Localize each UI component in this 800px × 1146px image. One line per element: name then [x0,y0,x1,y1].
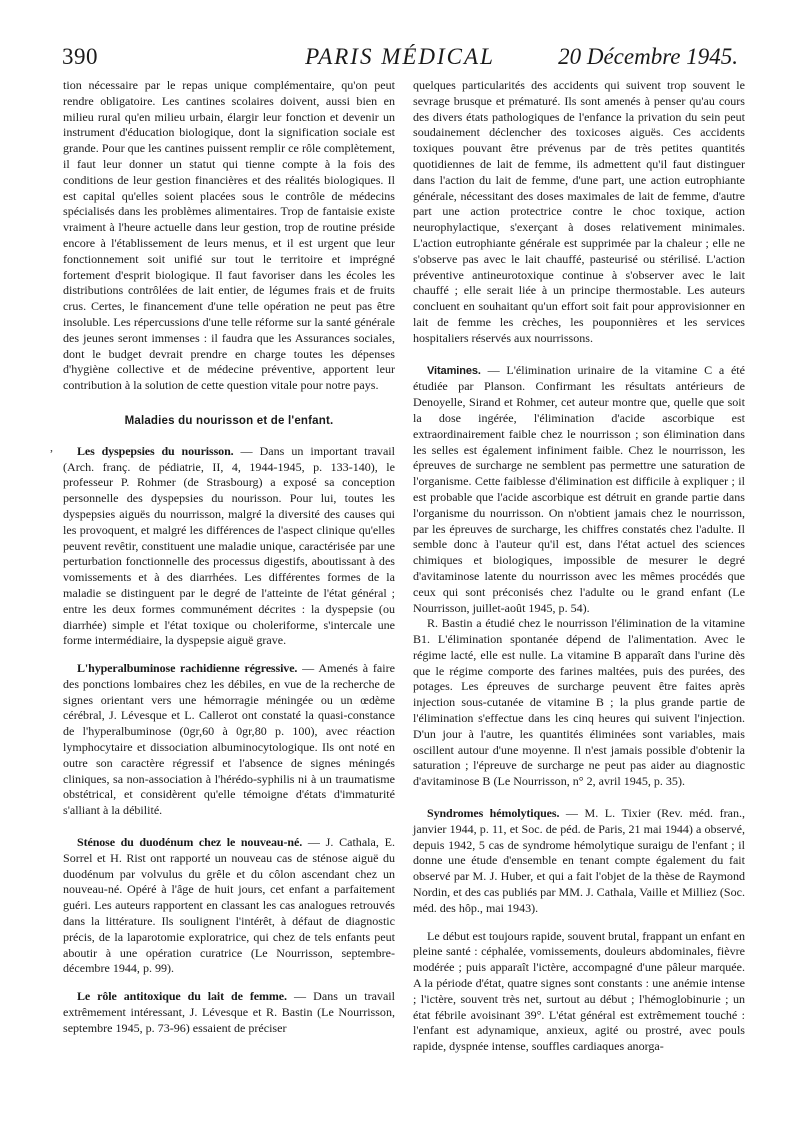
right-column [413,78,745,1055]
syndromes-heading: Syndromes hémolytiques. [427,806,560,821]
stenose-heading: Sténose du duodénum chez le nouveau-né. [77,835,303,850]
section-title: Maladies du nourisson et de l'enfant. [124,414,334,427]
vitamines-text: — L'élimination urinaire de la vitamine C a été étudiée par Planson. Confirmant les résultats antérieurs de Denoyelle, Sirand et Rohmer, cet auteur montre que, quelle que soit la dose ingérée, l'élimination d'acide ascorbique est extraordinairement faible chez le nourrisson ; son élimination dans les selles est également infiniment faible. Chez le nourrisson, les épreuves de surcharge ne semblent pas permettre une saturation de l'organisme. Cette faiblesse d'élimination est difficile à expliquer ; il est probable que l'acide ascorbique est détruit en grande partie dans l'organisme du nourrisson. On n'obtient jamais chez le nourrisson, par les épreuves de surcharge, les chiffres constatés chez l'adulte. Il semble donc à l'auteur qu'il est, dans l'état actuel des sciences chimiques et biologiques, impossible de mesurer le degré d'avitaminose latente du nourrisson avec les mêmes procédés que ceux qui sont préconisés chez l'adulte ou le grand enfant (Le Nourrisson, juillet-août 1945, p. 54). [413,362,745,615]
page-header [62,44,738,74]
journal-title: PARIS MÉDICAL [305,44,495,69]
role-antitoxique-heading: Le rôle antitoxique du lait de femme. [77,989,287,1004]
intro-paragraph: tion nécessaire par le repas unique complémentaire, qu'on peut rendre obligatoire. Les cantines scolaires doivent, aussi bien en milieu rural qu'en milieu urbain, élargir leur fonction et devenir un instrument d'éducation biologique, dont la signification sociale est grande. Pour que les cantines puissent remplir ce rôle complètement, il faut leur donner un statut qui tienne compte à la fois des conditions de leur gestion financières et des réalités biologiques. Il est capital qu'elles soient placées sous le contrôle de médecins spécialisés dans les problèmes alimentaires. Trop de fantaisie existe vraiment à l'heure actuelle dans leur gestion, trop de routine préside encore à l'établissement de leurs menus, et il est urgent que leur fonctionnement soit unifié sur tout le territoire et imprégné fortement d'esprit biologique. Il faut favoriser dans les écoles les distributions contrôlées de lait entier, de légumes frais et de fruits crus. Certes, le financement d'une telle opération ne peut pas être insoluble. Les répercussions d'une telle réforme sur la santé générale des jeunes seront immenses : il faudra que les Assurances sociales, dont le budget devrait prendre en charge toutes les dépenses d'hygiène collective et de médecine préventive, apportent leur contribution à la solution de cette question vitale pour notre pays. [63,78,395,393]
issue-date: 20 Décembre 1945. [558,44,738,69]
stenose-text: — J. Cathala, E. Sorrel et H. Rist ont rapporté un nouveau cas de sténose aiguë du duodénum par volvulus du grêle et du côlon ascendant chez un nouveau-né. Opéré à l'âge de huit jours, cet enfant a parfaitement guéri. Les auteurs rapportent en classant les cas analogues retrouvés dans la littérature. Ils soulignent l'intérêt, à défaut de diagnostic précis, de la laparotomie exploratrice, qui chez de tels enfants peut aboutir à une opération curatrice (Le Nourrisson, septembre-décembre 1944, p. 99). [63,835,395,976]
role-antitoxique-paragraph [63,989,395,1036]
left-column [63,78,395,1037]
hyperalbuminose-paragraph [63,661,395,819]
dyspepsies-text: — Dans un important travail (Arch. franç. de pédiatrie, II, 4, 1944-1945, p. 133-140), le professeur P. Rohmer (de Strasbourg) a exposé sa conception personnelle des dyspepsies du nourisson. Pour lui, toutes les dyspepsies aiguës du nourrisson, malgré la diversité des causes qui les provoquent, et malgré les différences de l'aspect clinique qu'elles peuvent revêtir, constituent une maladie unique, caractérisée par une perturbation fonctionnelle des processus digestifs, aboutissant à des vomissements et à des diarrhées. Les différentes formes de la maladie se distinguent par le degré de l'atteinte de l'état général ; entre les deux formes communément décrites : la dyspepsie (ou diarrhée) simple et l'état toxique ou choleriforme, s'intercale une forme intermédiaire, la dyspepsie aiguë grave. [63,443,395,648]
vitamines-heading: Vitamines. [427,364,481,377]
debut-paragraph: Le début est toujours rapide, souvent brutal, frappant un enfant en pleine santé : céphalée, vomissements, douleurs abdominales, fièvre modérée ; puis apparaît l'ictère, accompagné d'une pâleur marquée. A la période d'état, quatre signes sont constants : une anémie intense ; l'ictère, souvent très net, surtout au début ; l'hémoglobinurie ; un état fébrile avoisinant 39°. L'état général est extrêmement touché : l'enfant est adynamique, anxieux, agité ou prostré, avec pouls rapide, dyspnée intense, souffles cardiaques anorga- [413,928,745,1054]
margin-mark: , [50,440,53,454]
vitamines-paragraph [413,363,745,617]
hyperalbuminose-text: — Amenés à faire des ponctions lombaires chez les débiles, en vue de la recherche de signes orientant vers une hémorragie méningée ou un œdème cérébral, J. Lévesque et L. Callerot ont constaté la quasi-constance de l'hyperalbuminose (0gr,60 à 0gr,80 p. 100), avec réaction lymphocytaire et dissociation albuminocytologique. Ils ont noté en outre son caractère régressif et l'absence de signes méningés cliniques, sa non-association à l'hérédo-syphilis ni à un traumatisme obstétrical, et considèrent qu'elle témoigne d'états d'immaturité s'alliant à la débilité. [63,661,395,818]
hyperalbuminose-heading: L'hyperalbuminose rachidienne régressive. [77,661,298,676]
continuation-paragraph: quelques particularités des accidents qui suivent trop souvent le sevrage brusque et prématuré. Ils sont amenés à penser qu'au cours des divers états pathologiques de l'enfance la privation du sein peut soudainement déclencher des toxicoses aiguës. Ces accidents toxiques pouvant être prévenus par de très petites quantités quotidiennes de lait de femme, ils admettent qu'il faut distinguer dans l'action du lait de femme, d'une part, une action eutrophiante générale, nécessitant des doses maximales de lait de femme, d'autre part une action protectrice contre le choc toxique, action neurophylactique, s'exerçant à doses relativement minimales. L'action eutrophiante générale est supprimée par la chaleur ; elle ne s'observe pas avec le lait chauffé, pasteurisé ou stérilisé. L'action préventive antineurotoxique continue à s'observer avec le lait chauffé ; elle serait liée à un principe thermostable. Les auteurs concluent en souhaitant qu'un effort soit fait pour approvisionner en lait de femme les crèches, les pouponnières et les services hospitaliers réservés aux nourrissons. [413,78,745,345]
dyspepsies-heading: Les dyspepsies du nourisson. [77,443,234,458]
syndromes-paragraph [413,806,745,917]
syndromes-text: — M. L. Tixier (Rev. méd. fran., janvier 1944, p. 11, et Soc. de péd. de Paris, 21 mai 1944) a observé, depuis 1942, 5 cas de syndrome hémolytique suraigu de l'enfant ; il donne une étude d'ensemble en tenant compte également du fait observé par M. J. Huber, et qui a fait l'objet de la thèse de Raymond Nordin, et des cas publiés par MM. J. Cathala, Vaille et Milliez (Soc. méd. des hôp., mai 1943). [413,806,746,915]
stenose-paragraph [63,835,395,977]
bastin-paragraph: R. Bastin a étudié chez le nourrisson l'élimination de la vitamine B1. L'élimination spontanée dépend de l'alimentation. Avec le régime lacté, elle est nulle. La vitamine B apparaît dans l'urine dès que le régime comporte des farines maltées, puis des purées, des potages. Les épreuves de surcharge peuvent être faites après injection sous-cutanée de vitamine B ; la plus grande partie de l'élimination s'effectue dans les cinq heures qui suivent l'injection. D'un jour à l'autre, les quantités éliminées sont variables, mais oscillent autour d'une moyenne. Il n'est jamais possible d'obtenir la saturation ; l'épreuve de surcharge ne peut pas aider au diagnostic d'avitaminose B (Le Nourrisson, n° 2, avril 1945, p. 35). [413,616,745,789]
role-antitoxique-text: — Dans un travail extrêmement intéressant, J. Lévesque et R. Bastin (Le Nourrisson, septembre 1945, p. 73-96) essaient de préciser [63,989,395,1035]
dyspepsies-paragraph [63,444,395,649]
page-number: 390 [62,44,98,69]
